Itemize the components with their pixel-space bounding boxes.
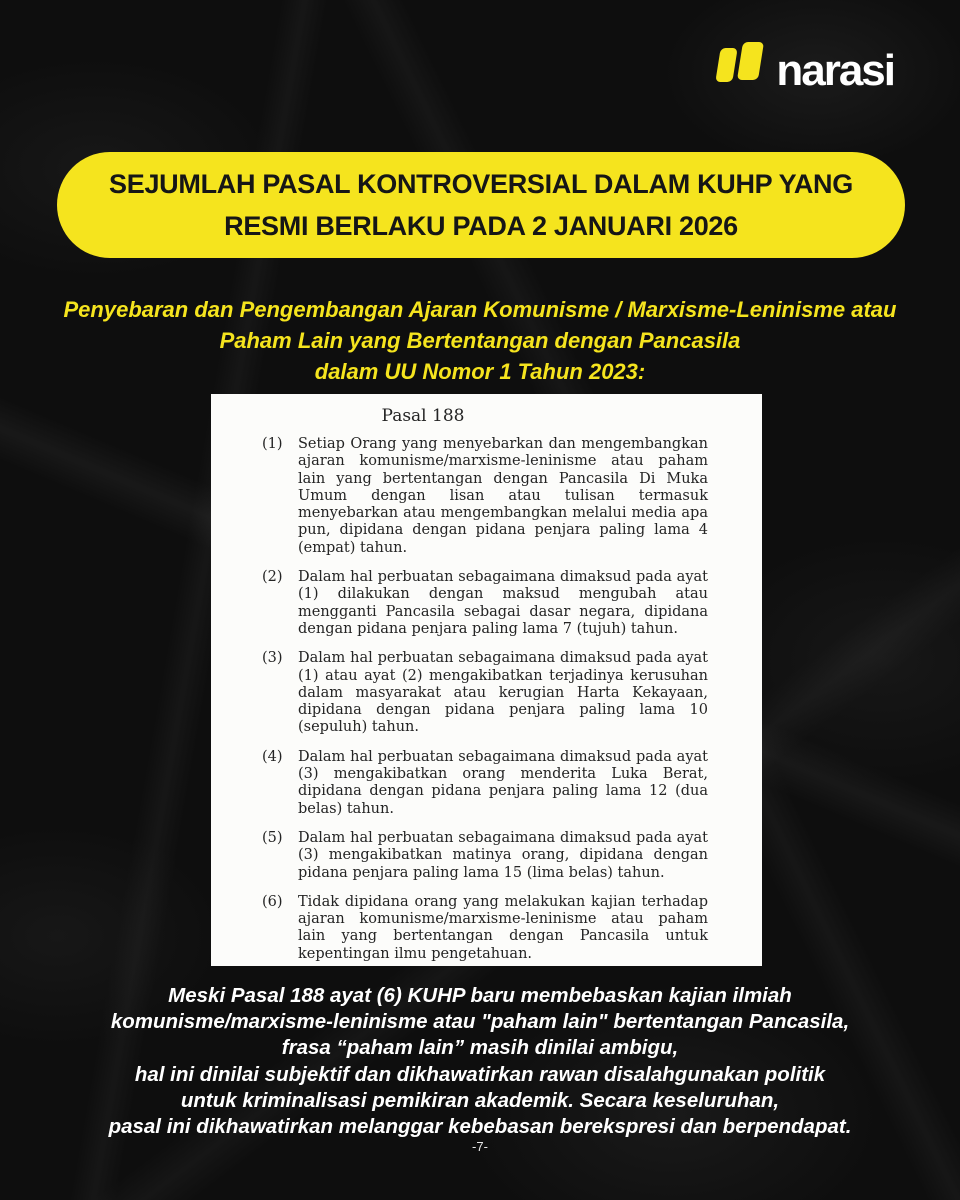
- subtitle-line: Paham Lain yang Bertentangan dengan Pancasila: [219, 328, 741, 353]
- clause-number: (3): [262, 650, 283, 667]
- clause-row: [262, 569, 708, 638]
- clause-text: Dalam hal perbuatan sebagaimana dimaksud pada ayat (1) dilakukan dengan maksud mengubah atau mengganti Pancasila sebagai dasar negara, dipidana dengan pidana penjara paling lama 7 (tujuh) tahun.: [298, 569, 708, 637]
- clause-text: Dalam hal perbuatan sebagaimana dimaksud pada ayat (3) mengakibatkan matinya orang, dipidana dengan pidana penjara paling lama 15 (lima belas) tahun.: [298, 829, 708, 881]
- document-scan: [211, 394, 762, 966]
- commentary-line: Meski Pasal 188 ayat (6) KUHP baru membebaskan kajian ilmiah: [168, 984, 792, 1007]
- clause-number: (1): [262, 436, 283, 452]
- clause-text: Dalam hal perbuatan sebagaimana dimaksud pada ayat (3) mengakibatkan orang menderita Luka Berat, dipidana dengan pidana penjara paling lama 12 (dua belas) tahun.: [298, 748, 708, 817]
- commentary-line: komunisme/marxisme-leninisme atau "paham lain" bertentangan Pancasila,: [110, 1010, 850, 1034]
- commentary-line: hal ini dinilai subjektif dan dikhawatirkan rawan disalahgunakan politik: [134, 1062, 826, 1086]
- quote-bar-left-icon: [716, 48, 738, 82]
- commentary-line: pasal ini dikhawatirkan melanggar kebebasan berekspresi dan berpendapat.: [108, 1115, 852, 1139]
- clause-row: [262, 830, 708, 882]
- commentary-line: untuk kriminalisasi pemikiran akademik. Secara keseluruhan,: [180, 1088, 780, 1112]
- clause-text: Tidak dipidana orang yang melakukan kajian terhadap ajaran komunisme/marxisme-leninisme atau paham lain yang bertentangan dengan Pancasila untuk kepentingan ilmu pengetahuan.: [298, 893, 708, 962]
- clause-list: [262, 436, 708, 963]
- subtitle-line: dalam UU Nomor 1 Tahun 2023:: [314, 359, 646, 384]
- commentary-block: [20, 983, 940, 1140]
- logo-wordmark: narasi: [776, 46, 894, 95]
- clause-text: Dalam hal perbuatan sebagaimana dimaksud pada ayat (1) atau ayat (2) mengakibatkan terjadinya kerusuhan dalam masyarakat atau kerugian Harta Kekayaan, dipidana dengan pidana penjara paling lama 10 (sepuluh) tahun.: [298, 650, 708, 736]
- page-number: -7-: [472, 1139, 488, 1154]
- commentary-line: frasa “paham lain” masih dinilai ambigu,: [281, 1036, 679, 1060]
- clause-text: Setiap Orang yang menyebarkan dan mengembangkan ajaran komunisme/marxisme-leninisme atau paham lain yang bertentangan dengan Pancasila Di Muka Umum dengan lisan atau tulisan termasuk menyebarkan atau mengembangkan melalui media apa pun, dipidana dengan pidana penjara paling lama 4 (empat) tahun.: [298, 436, 708, 556]
- headline-banner: [57, 152, 905, 258]
- subtitle-block: [20, 294, 940, 387]
- headline-line-1: SEJUMLAH PASAL KONTROVERSIAL DALAM KUHP YANG: [109, 169, 853, 199]
- narasi-logo: [716, 42, 894, 95]
- narasi-quote-mark-icon: [716, 42, 764, 84]
- headline-line-2: RESMI BERLAKU PADA 2 JANUARI 2026: [224, 211, 738, 241]
- clause-row: [262, 650, 708, 736]
- document-heading: Pasal 188: [381, 406, 465, 426]
- clause-number: (2): [262, 569, 283, 586]
- quote-bar-right-icon: [737, 42, 764, 80]
- clause-number: (5): [262, 829, 283, 846]
- subtitle-line: Penyebaran dan Pengembangan Ajaran Komunisme / Marxisme-Leninisme atau: [63, 297, 897, 322]
- clause-row: [262, 894, 708, 963]
- clause-row: [262, 436, 708, 557]
- clause-number: (4): [262, 748, 283, 765]
- clause-row: [262, 749, 708, 818]
- clause-number: (6): [262, 893, 283, 910]
